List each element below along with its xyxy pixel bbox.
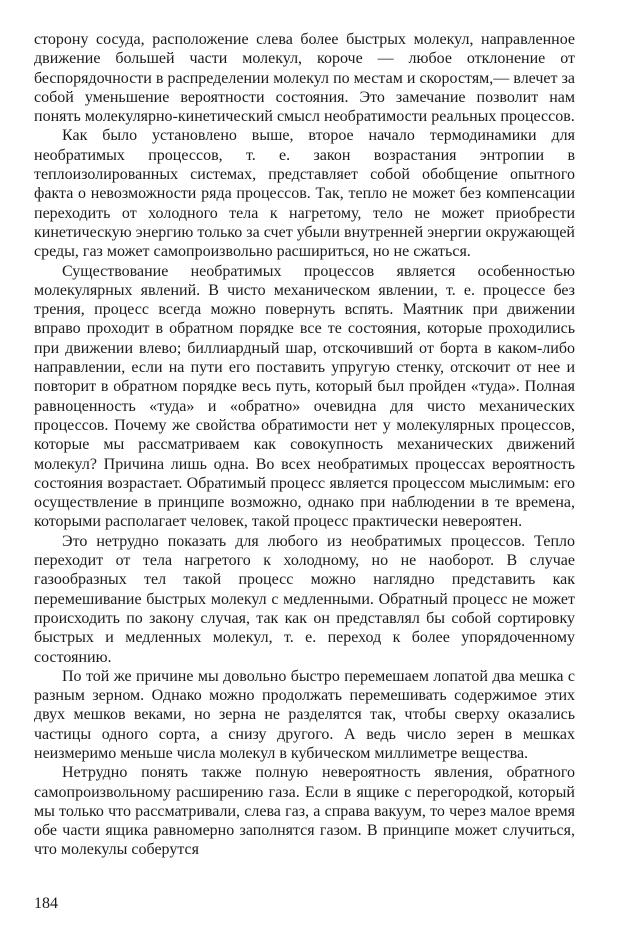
paragraph-1: сторону сосуда, расположение слева более быстрых молекул, направленное движение большей части молекул, короче — любое отклонение от беспорядочности в распределении молекул по местам и скоростям,— влечет за собой уменьшение вероятности состояния. Это замечание позволит нам понять молекулярно-кинетический смысл необратимости реальных процессов.	[34, 31, 575, 126]
body-text	[34, 30, 575, 860]
paragraph-3: Существование необратимых процессов является особенностью молекулярных явлений. В чисто механическом явлении, т. е. процессе без трения, процесс всегда можно повернуть вспять. Маятник при движении вправо проходит в обратном порядке все те состояния, которые проходились при движении влево; биллиардный шар, отскочивший от борта в каком-либо направлении, если на пути его поставить упругую стенку, отскочит от нее и повторит в обратном порядке весь путь, который был пройден «туда». Полная равноценность «туда» и «обратно» очевидна для чисто механических процессов. Почему же свойства обратимости нет у молекулярных процессов, которые мы рассматриваем как совокупность механических движений молекул? Причина лишь одна. Во всех необратимых процессах вероятность состояния возрастает. Обратимый процесс является процессом мыслимым: его осуществление в принципе возможно, однако при наблюдении в те времена, которыми располагает человек, такой процесс практически невероятен.	[34, 262, 575, 531]
paragraph-6: Нетрудно понять также полную невероятность явления, обратного самопроизвольному расширению газа. Если в ящике с перегородкой, который мы только что рассматривали, слева газ, а справа вакуум, то через малое время обе части ящика равномерно заполнятся газом. В принципе может случиться, что молекулы соберутся	[34, 764, 575, 859]
paragraph-4: Это нетрудно показать для любого из необратимых процессов. Тепло переходит от тела нагретого к холодному, но не наоборот. В случае газообразных тел такой процесс можно наглядно представить как перемешивание быстрых молекул с медленными. Обратный процесс не может происходить по закону случая, так как он представлял бы собой сортировку быстрых и медленных молекул, т. е. переход к более упорядоченному состоянию.	[34, 532, 575, 666]
page-number: 184	[34, 895, 58, 912]
paragraph-2: Как было установлено выше, второе начало термодинамики для необратимых процессов, т. е. закон возрастания энтропии в теплоизолированных системах, представляет собой обобщение опытного факта о невозможности ряда процессов. Так, тепло не может без компенсации переходить от холодного тела к нагретому, тело не может приобрести кинетическую энергию только за счет убыли внутренней энергии окружающей среды, газ может самопроизвольно расшириться, но не сжаться.	[34, 127, 575, 261]
paragraph-5: По той же причине мы довольно быстро перемешаем лопатой два мешка с разным зерном. Однако можно продолжать перемешивать содержимое этих двух мешков веками, но зерна не разделятся так, чтобы сверху оказались частицы одного сорта, а снизу другого. А ведь число зерен в мешках неизмеримо меньше числа молекул в кубическом миллиметре вещества.	[34, 667, 575, 762]
